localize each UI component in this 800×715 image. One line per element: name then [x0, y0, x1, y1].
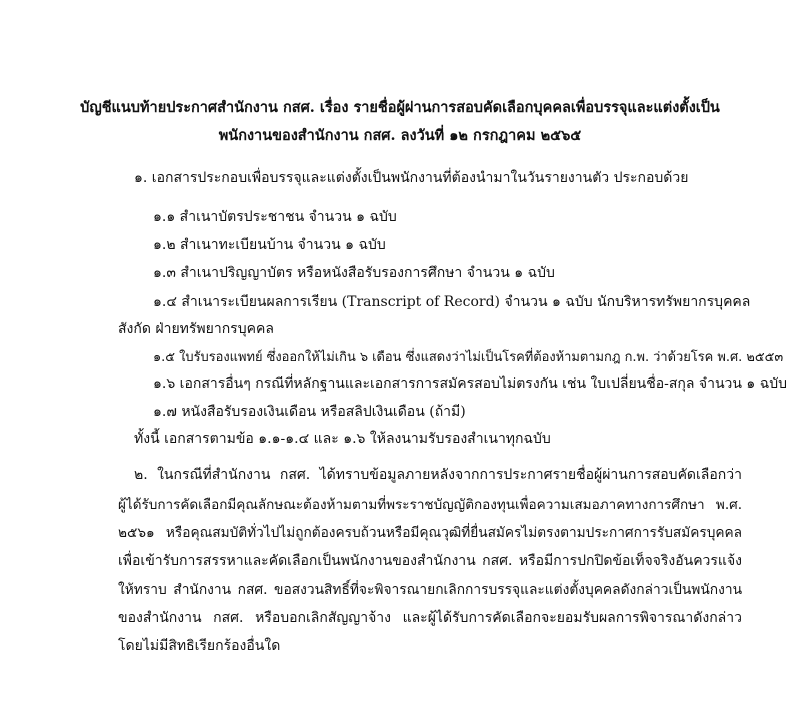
item-1-1: ๑.๑ สำเนาบัตรประชาชน จำนวน ๑ ฉบับ	[153, 209, 397, 225]
section-2-line-7: โดยไม่มีสิทธิเรียกร้องอื่นใด	[118, 638, 281, 654]
section-2-line-2: ผู้ได้รับการคัดเลือกมีคุณลักษณะต้องห้ามตามที่พระราชบัญญัติกองทุนเพื่อความเสมอภาคทางการศึกษา พ.ศ.	[118, 497, 742, 513]
section-2-line-3: ๒๕๖๑ หรือคุณสมบัติทั่วไปไม่ถูกต้องครบถ้วนหรือมีคุณวุฒิที่ยื่นสมัครไม่ตรงตามประกาศการรับสมัครบุคคล	[118, 525, 742, 541]
item-1-6: ๑.๖ เอกสารอื่นๆ กรณีที่หลักฐานและเอกสารการสมัครสอบไม่ตรงกัน เช่น ใบเปลี่ยนชื่อ-สกุล จำนวน ๑ ฉบับ	[153, 376, 788, 392]
section-2-line-6: ของสำนักงาน กสศ. หรือบอกเลิกสัญญาจ้าง และผู้ได้รับการคัดเลือกจะยอมรับผลการพิจารณาดังกล่าว	[118, 610, 742, 626]
item-1-4-continuation: สังกัด ฝ่ายทรัพยากรบุคคล	[118, 321, 274, 337]
item-1-3: ๑.๓ สำเนาปริญญาบัตร หรือหนังสือรับรองการศึกษา จำนวน ๑ ฉบับ	[153, 265, 555, 281]
section-2-line-1: ๒. ในกรณีที่สำนักงาน กสศ. ได้ทราบข้อมูลภายหลังจากการประกาศรายชื่อผู้ผ่านการสอบคัดเลือกว่า	[134, 467, 742, 483]
item-1-7: ๑.๗ หนังสือรับรองเงินเดือน หรือสลิปเงินเดือน (ถ้ามี)	[153, 404, 466, 420]
document-title-line-1: บัญชีแนบท้ายประกาศสำนักงาน กสศ. เรื่อง รายชื่อผู้ผ่านการสอบคัดเลือกบุคคลเพื่อบรรจุและแต่งตั้งเป็น	[80, 99, 720, 116]
section-2-line-5: ให้ทราบ สำนักงาน กสศ. ขอสงวนสิทธิ์ที่จะพิจารณายกเลิกการบรรจุและแต่งตั้งบุคคลดังกล่าวเป็นพนักงาน	[118, 582, 742, 598]
item-1-4: ๑.๔ สำเนาระเบียนผลการเรียน (Transcript of Record) จำนวน ๑ ฉบับ นักบริหารทรัพยากรบุคคล	[153, 294, 751, 310]
item-1-2: ๑.๒ สำเนาทะเบียนบ้าน จำนวน ๑ ฉบับ	[153, 237, 386, 253]
document-title-line-2: พนักงานของสำนักงาน กสศ. ลงวันที่ ๑๒ กรกฎาคม ๒๕๖๕	[218, 127, 582, 144]
section-1-heading: ๑. เอกสารประกอบเพื่อบรรจุและแต่งตั้งเป็นพนักงานที่ต้องนำมาในวันรายงานตัว ประกอบด้วย	[134, 170, 689, 186]
section-2-line-4: เพื่อเข้ารับการสรรหาและคัดเลือกเป็นพนักงานของสำนักงาน กสศ. หรือมีการปกปิดข้อเท็จจริงอันควรแจ้ง	[118, 553, 742, 569]
item-1-5: ๑.๕ ใบรับรองแพทย์ ซึ่งออกให้ไม่เกิน ๖ เดือน ซึ่งแสดงว่าไม่เป็นโรคที่ต้องห้ามตามกฎ ก.พ. ว่าด้วยโรค พ.ศ. ๒๕๕๓	[153, 350, 784, 365]
section-1-note: ทั้งนี้ เอกสารตามข้อ ๑.๑-๑.๔ และ ๑.๖ ให้ลงนามรับรองสำเนาทุกฉบับ	[134, 431, 551, 447]
